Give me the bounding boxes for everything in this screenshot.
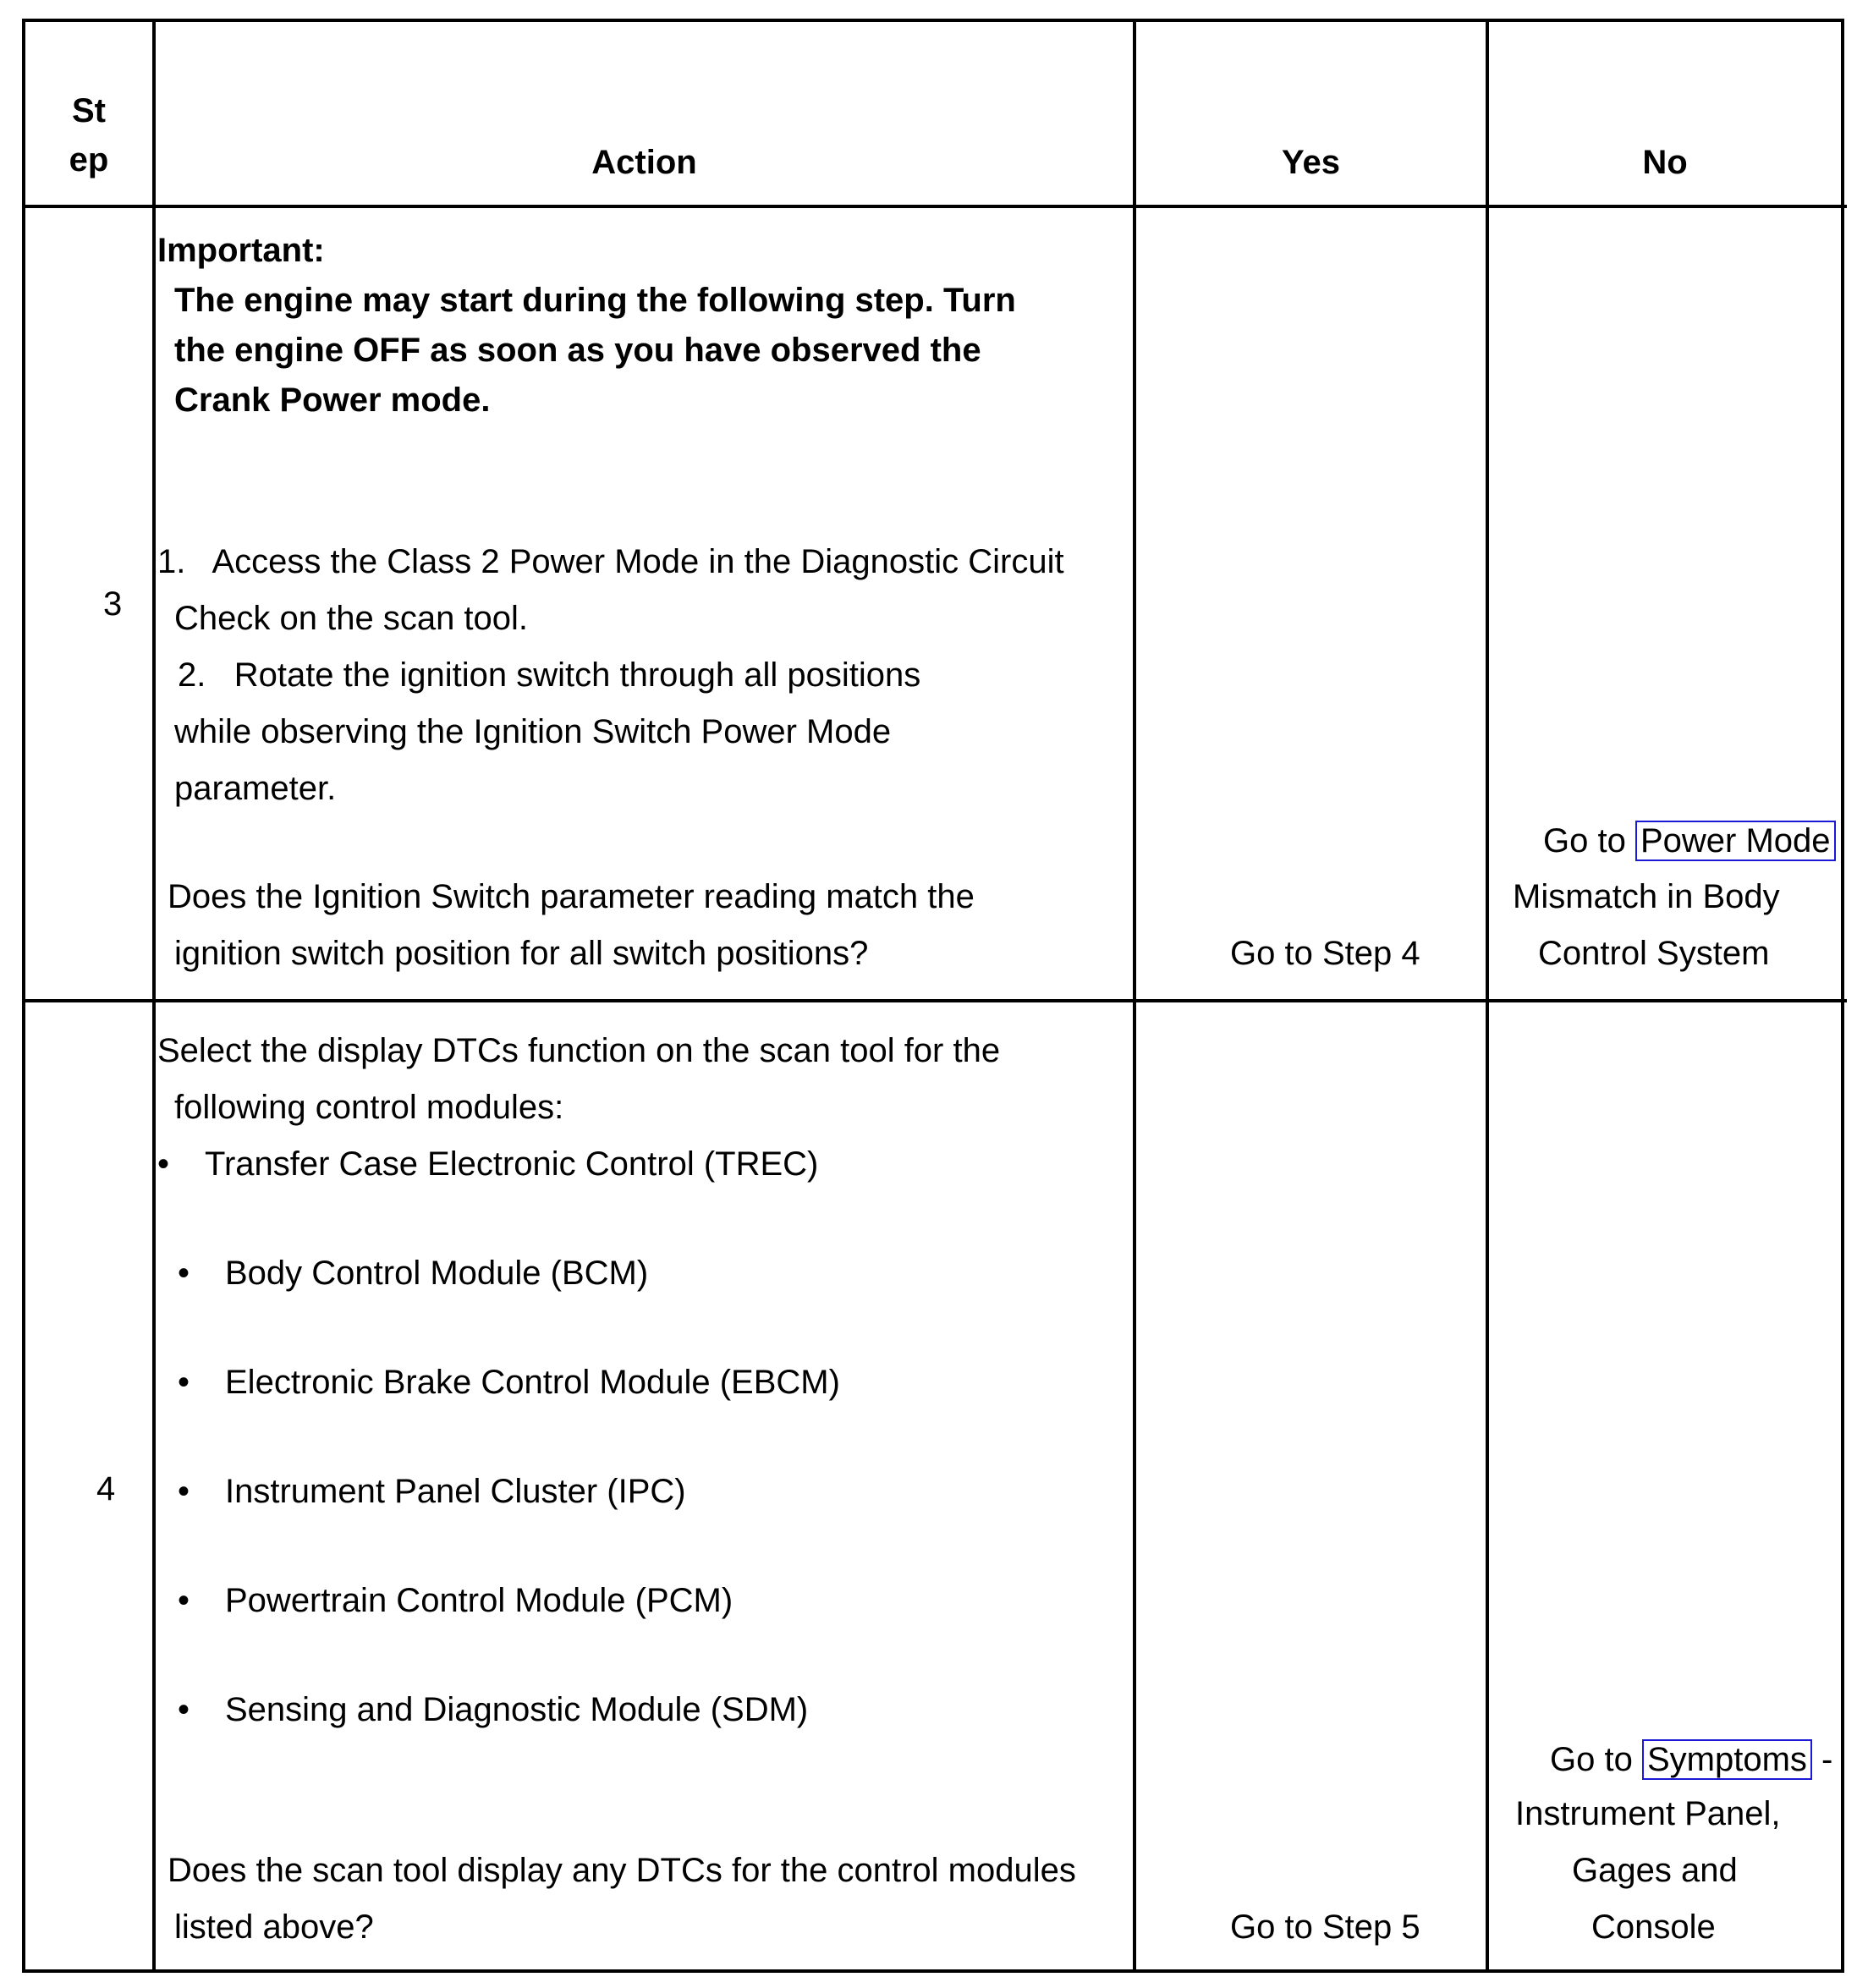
step3-instruction-2-end: parameter. xyxy=(174,770,337,807)
bullet-icon: • xyxy=(178,1255,190,1292)
header-step-line1: St xyxy=(72,92,106,129)
step3-instruction-1-cont: Check on the scan tool. xyxy=(174,600,529,637)
step3-instruction-2: 2. Rotate the ignition switch through all positions xyxy=(178,656,921,694)
step4-yes-action: Go to Step 5 xyxy=(1230,1908,1420,1946)
header-yes: Yes xyxy=(1282,144,1340,181)
step4-question-line-2: listed above? xyxy=(174,1908,374,1946)
symptoms-link[interactable]: Symptoms xyxy=(1642,1739,1812,1780)
step4-question-line-1: Does the scan tool display any DTCs for the control modules xyxy=(168,1852,1076,1889)
bullet-icon: • xyxy=(178,1691,190,1728)
header-divider xyxy=(22,205,1847,208)
step4-no-prefix: Go to xyxy=(1550,1741,1633,1778)
table-border-bottom xyxy=(22,1969,1844,1973)
step-number-3: 3 xyxy=(103,585,123,623)
list-item-bcm: Body Control Module (BCM) xyxy=(225,1255,649,1292)
step-number-4: 4 xyxy=(96,1470,116,1507)
step3-question-line-1: Does the Ignition Switch parameter reading match the xyxy=(168,878,975,915)
table-border-right xyxy=(1841,19,1844,1973)
step4-no-line-3: Gages and xyxy=(1572,1852,1738,1889)
list-item-trec: Transfer Case Electronic Control (TREC) xyxy=(205,1145,819,1183)
row-divider xyxy=(22,999,1847,1002)
header-no: No xyxy=(1642,144,1688,181)
header-step-line2: ep xyxy=(69,141,109,178)
bullet-icon: • xyxy=(178,1582,190,1619)
list-item-ipc: Instrument Panel Cluster (IPC) xyxy=(225,1473,686,1510)
step3-no-prefix: Go to xyxy=(1543,822,1626,859)
step4-no-line-2: Instrument Panel, xyxy=(1515,1795,1781,1832)
table-border-top xyxy=(22,19,1844,22)
important-line-1: The engine may start during the following step. Turn xyxy=(174,282,1016,319)
step4-no-suffix: - xyxy=(1821,1741,1833,1778)
step3-no-line-2: Mismatch in Body xyxy=(1513,878,1780,915)
step3-no-line-1 xyxy=(1543,821,1836,861)
col-divider-step xyxy=(152,19,156,1973)
important-line-2: the engine OFF as soon as you have observed the xyxy=(174,332,981,369)
step3-instruction-2-cont: while observing the Ignition Switch Power Mode xyxy=(174,713,892,750)
step4-intro-line-2: following control modules: xyxy=(174,1089,564,1126)
step3-question-line-2: ignition switch position for all switch positions? xyxy=(174,935,869,972)
step3-instruction-1: 1. Access the Class 2 Power Mode in the Diagnostic Circuit xyxy=(157,543,1064,580)
table-border-left xyxy=(22,19,25,1973)
important-line-3: Crank Power mode. xyxy=(174,382,491,419)
important-label: Important: xyxy=(157,232,325,269)
header-action: Action xyxy=(591,144,697,181)
power-mode-link[interactable]: Power Mode xyxy=(1635,821,1836,861)
bullet-icon: • xyxy=(157,1145,170,1183)
col-divider-action xyxy=(1133,19,1136,1973)
list-item-sdm: Sensing and Diagnostic Module (SDM) xyxy=(225,1691,809,1728)
col-divider-yes xyxy=(1486,19,1489,1973)
step4-intro-line-1: Select the display DTCs function on the scan tool for the xyxy=(157,1032,1001,1069)
step3-no-line-3: Control System xyxy=(1538,935,1770,972)
bullet-icon: • xyxy=(178,1473,190,1510)
bullet-icon: • xyxy=(178,1364,190,1401)
header-step xyxy=(25,91,152,180)
step4-no-line-4: Console xyxy=(1591,1908,1716,1946)
list-item-ebcm: Electronic Brake Control Module (EBCM) xyxy=(225,1364,840,1401)
list-item-pcm: Powertrain Control Module (PCM) xyxy=(225,1582,733,1619)
step4-no-line-1 xyxy=(1550,1739,1832,1780)
step3-yes-action: Go to Step 4 xyxy=(1230,935,1420,972)
